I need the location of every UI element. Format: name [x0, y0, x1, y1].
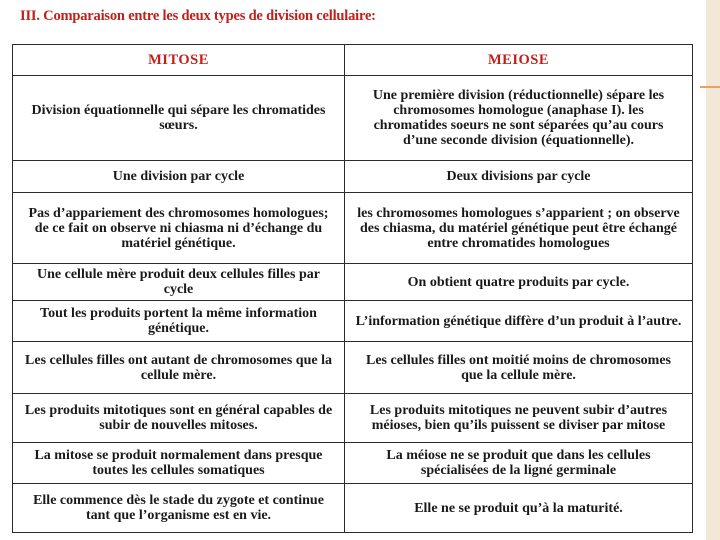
cell-meiose: Les produits mitotiques ne peuvent subir d’autres méioses, bien qu’ils puissent se diviser par mitose — [345, 394, 693, 443]
column-header-mitose: MITOSE — [13, 45, 345, 76]
cell-meiose: Elle ne se produit qu’à la maturité. — [345, 484, 693, 533]
column-header-meiose: MEIOSE — [345, 45, 693, 76]
table-row — [13, 484, 693, 533]
cell-meiose: Deux divisions par cycle — [345, 161, 693, 193]
cell-mitose: Une division par cycle — [13, 161, 345, 193]
table-row — [13, 394, 693, 443]
table-row — [13, 301, 693, 342]
table-row — [13, 342, 693, 394]
slide-side-border — [706, 0, 720, 540]
table-header-row — [13, 45, 693, 76]
table-row — [13, 193, 693, 264]
cell-mitose: Division équationnelle qui sépare les chromatides sœurs. — [13, 76, 345, 161]
comparison-table — [12, 44, 693, 533]
cell-mitose: Une cellule mère produit deux cellules filles par cycle — [13, 264, 345, 301]
cell-mitose: Elle commence dès le stade du zygote et continue tant que l’organisme est en vie. — [13, 484, 345, 533]
slide-side-accent — [700, 86, 720, 88]
cell-meiose: La méiose ne se produit que dans les cellules spécialisées de la ligné germinale — [345, 443, 693, 484]
cell-mitose: Les produits mitotiques sont en général capables de subir de nouvelles mitoses. — [13, 394, 345, 443]
table-row — [13, 76, 693, 161]
cell-meiose: les chromosomes homologues s’apparient ; on observe des chiasma, du matériel génétique peut être échangé entre chromatides homologues — [345, 193, 693, 264]
cell-mitose: Pas d’appariement des chromosomes homologues; de ce fait on observe ni chiasma ni d’échange du matériel génétique. — [13, 193, 345, 264]
cell-meiose: Les cellules filles ont moitié moins de chromosomes que la cellule mère. — [345, 342, 693, 394]
cell-meiose: Une première division (réductionnelle) sépare les chromosomes homologue (anaphase I). les chromatides soeurs ne sont séparées qu’au cours d’une seconde division (équationnelle). — [345, 76, 693, 161]
cell-mitose: Tout les produits portent la même information génétique. — [13, 301, 345, 342]
cell-meiose: L’information génétique diffère d’un produit à l’autre. — [345, 301, 693, 342]
cell-mitose: La mitose se produit normalement dans presque toutes les cellules somatiques — [13, 443, 345, 484]
cell-meiose: On obtient quatre produits par cycle. — [345, 264, 693, 301]
section-heading: III. Comparaison entre les deux types de division cellulaire: — [20, 8, 376, 24]
table-row — [13, 161, 693, 193]
table-row — [13, 264, 693, 301]
cell-mitose: Les cellules filles ont autant de chromosomes que la cellule mère. — [13, 342, 345, 394]
table-row — [13, 443, 693, 484]
